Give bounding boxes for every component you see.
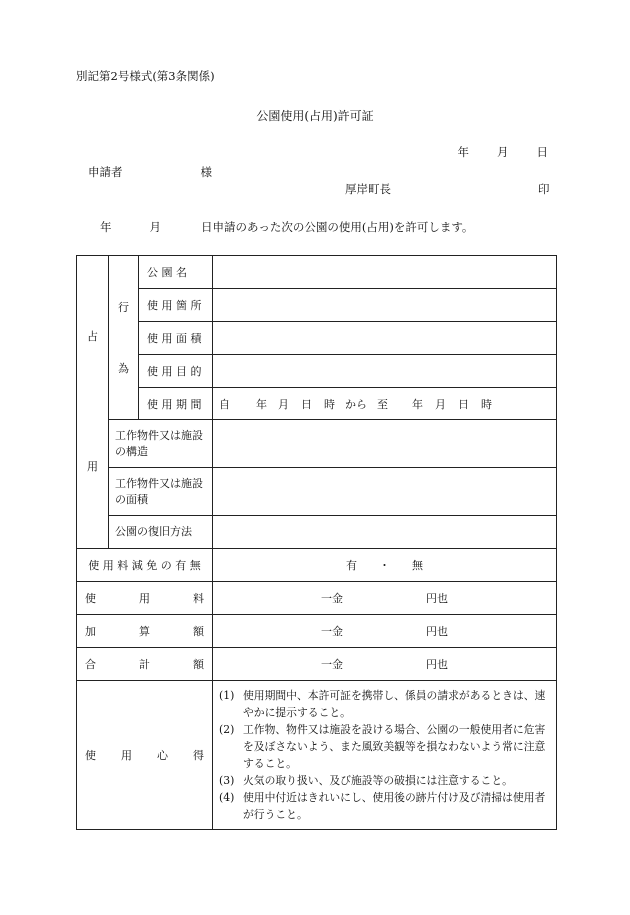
total-field[interactable] (213, 648, 557, 681)
total-label-a: 合 (85, 658, 96, 671)
table-row (77, 322, 557, 355)
table-row (77, 289, 557, 322)
purpose-label: 使 用 目 的 (139, 355, 213, 388)
occupy-use-cell (77, 256, 109, 549)
period-year1: 年 (256, 397, 267, 411)
location-field[interactable] (213, 289, 557, 322)
occupy-char: 占 (87, 330, 98, 343)
restore-label: 公園の復旧方法 (109, 516, 213, 549)
table-row (77, 388, 557, 420)
fee-reduction-dot: ・ (379, 559, 390, 572)
park-name-label: 公 園 名 (139, 256, 213, 289)
table-row (77, 468, 557, 516)
statement-year: 年 (100, 220, 112, 234)
fee-reduction-label: 使 用 料 減 免 の 有 無 (77, 549, 213, 582)
structure-label: 工作物件又は施設の構造 (109, 420, 213, 468)
period-month1: 月 (278, 397, 289, 411)
date-line (458, 144, 549, 160)
table-row (77, 582, 557, 615)
period-day1: 日 (301, 397, 312, 411)
area-label: 使 用 面 積 (139, 322, 213, 355)
fee-reduction-no[interactable]: 無 (412, 559, 423, 572)
seal-mark: 印 (538, 182, 550, 196)
notes-list (213, 681, 557, 830)
period-hour2: 時 (481, 397, 492, 411)
form-label: 別記第2号様式(第3条関係) (76, 69, 215, 83)
applicant-label: 申請者 (88, 165, 123, 179)
notes-label (77, 681, 213, 830)
notes-label-b: 用 (121, 749, 132, 762)
fee-prefix: 一金 (321, 592, 343, 605)
table-row (77, 549, 557, 582)
applicant-line (88, 164, 212, 180)
permission-statement (100, 219, 473, 235)
structure-area-field[interactable] (213, 468, 557, 516)
fee-reduction-field[interactable] (213, 549, 557, 582)
period-from: 自 (219, 397, 230, 411)
purpose-field[interactable] (213, 355, 557, 388)
notes-label-d: 得 (193, 749, 204, 762)
date-day: 日 (536, 145, 548, 159)
total-label (77, 648, 213, 681)
total-suffix: 円也 (426, 658, 448, 671)
surcharge-label-a: 加 (85, 625, 96, 638)
date-year: 年 (457, 145, 469, 159)
period-month2: 月 (435, 397, 446, 411)
fee-label-a: 使 (85, 592, 96, 605)
period-year2: 年 (412, 397, 423, 411)
surcharge-label-c: 額 (193, 625, 204, 638)
note-text: 工作物、物件又は施設を設ける場合、公園の一般使用者に危害を及ぼさないよう、また風致美観等を損なわないよう常に注意すること。 (243, 723, 546, 770)
notes-label-c: 心 (157, 749, 168, 762)
fee-suffix: 円也 (426, 592, 448, 605)
area-field[interactable] (213, 322, 557, 355)
period-kara: から (345, 397, 367, 411)
fee-reduction-yes[interactable]: 有 (346, 559, 357, 572)
period-field[interactable] (213, 388, 557, 420)
location-label: 使 用 箇 所 (139, 289, 213, 322)
period-day2: 日 (458, 397, 469, 411)
restore-field[interactable] (213, 516, 557, 549)
surcharge-label-b: 算 (139, 625, 150, 638)
table-row (77, 420, 557, 468)
structure-area-label: 工作物件又は施設の面積 (109, 468, 213, 516)
mayor-title: 厚岸町長 (345, 182, 391, 196)
surcharge-suffix: 円也 (426, 625, 448, 638)
table-row (77, 355, 557, 388)
total-label-b: 計 (139, 658, 150, 671)
total-label-c: 額 (193, 658, 204, 671)
note-item (219, 687, 550, 721)
period-to: 至 (377, 397, 388, 411)
surcharge-prefix: 一金 (321, 625, 343, 638)
note-item (219, 789, 550, 823)
note-item (219, 721, 550, 772)
period-label: 使 用 期 間 (139, 388, 213, 420)
act-char-bottom: 為 (118, 362, 129, 375)
table-row (77, 256, 557, 289)
fee-field[interactable] (213, 582, 557, 615)
fee-label-c: 料 (193, 592, 204, 605)
note-number: (4) (219, 791, 235, 804)
table-row (77, 516, 557, 549)
act-char-top: 行 (118, 301, 129, 314)
note-number: (3) (219, 774, 235, 787)
note-number: (1) (219, 689, 235, 702)
table-row (77, 615, 557, 648)
notes-label-a: 使 (85, 749, 96, 762)
surcharge-label (77, 615, 213, 648)
park-name-field[interactable] (213, 256, 557, 289)
fee-label (77, 582, 213, 615)
structure-field[interactable] (213, 420, 557, 468)
note-item (219, 772, 550, 789)
act-cell (109, 256, 139, 420)
table-row (77, 648, 557, 681)
document-title: 公園使用(占用)許可証 (256, 109, 374, 123)
statement-text: 日申請のあった次の公園の使用(占用)を許可します。 (201, 220, 474, 234)
use-char: 用 (87, 460, 98, 473)
note-text: 使用中付近はきれいにし、使用後の跡片付け及び清掃は使用者が行うこと。 (243, 791, 546, 821)
date-month: 月 (497, 145, 509, 159)
permit-table (76, 255, 557, 830)
note-number: (2) (219, 723, 235, 736)
applicant-honorific: 様 (200, 165, 212, 179)
surcharge-field[interactable] (213, 615, 557, 648)
note-text: 火気の取り扱い、及び施設等の破損には注意すること。 (243, 774, 513, 787)
fee-label-b: 用 (139, 592, 150, 605)
statement-month: 月 (149, 220, 161, 234)
table-row (77, 681, 557, 830)
note-text: 使用期間中、本許可証を携帯し、係員の請求があるときは、速やかに提示すること。 (243, 689, 546, 719)
period-hour1: 時 (324, 397, 335, 411)
total-prefix: 一金 (321, 658, 343, 671)
